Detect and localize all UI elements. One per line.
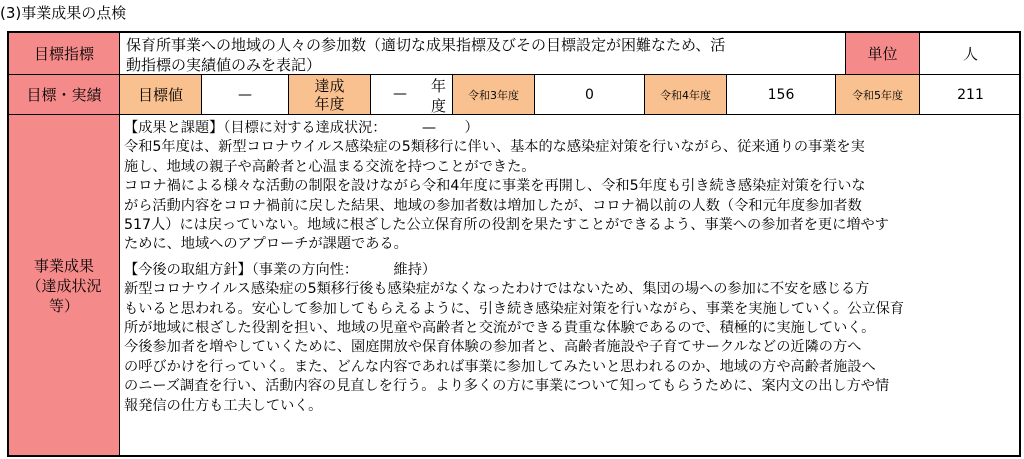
policy-line-3: 所が地域に根ざした役割を担い、地域の児童や高齢者と交流ができる貴重な体験であるので、積極的に実施していく。 bbox=[124, 320, 876, 337]
unit-value: 人 bbox=[920, 33, 1021, 75]
description-line-1: 保育所事業への地域の人々の参加数（適切な成果指標及びその目標設定が困難なため、活 bbox=[126, 36, 726, 54]
r5-label: 令和5年度 bbox=[836, 75, 920, 115]
results-line-6: ために、地域へのアプローチが課題である。 bbox=[124, 236, 408, 253]
results-line-4: がら活動内容をコロナ禍前に戻した結果、地域の参加者数は増加したが、コロナ禍以前の人数（令和元年度参加者数 bbox=[124, 197, 862, 214]
policy-line-5: の呼びかけを行っていく。また、どんな内容であれば事業に参加してみたいと思われるのか、地域の方や高齢者施設へ bbox=[124, 358, 876, 375]
r5-value: 211 bbox=[920, 75, 1021, 115]
target-indicator-label: 目標指標 bbox=[9, 33, 120, 75]
business-results-label-line-2: （達成状況 bbox=[26, 277, 102, 295]
r4-label: 令和4年度 bbox=[645, 75, 727, 115]
target-actual-label: 目標・実績 bbox=[9, 75, 120, 115]
results-line-5: 517人）には戻っていない。地域に根ざした公立保育所の役割を果たすことができるよう、事業への参加者を更に増やす bbox=[124, 217, 889, 234]
r3-label: 令和3年度 bbox=[453, 75, 535, 115]
year-suffix-top: 年 bbox=[430, 77, 446, 95]
business-results-label-line-1: 事業成果 bbox=[33, 257, 94, 275]
achievement-year-value bbox=[371, 75, 453, 115]
achievement-year-dash: — bbox=[393, 86, 407, 102]
policy-line-7: 報発信の仕方も工夫していく。 bbox=[124, 397, 323, 414]
business-results-label bbox=[9, 115, 120, 457]
achievement-year-label bbox=[289, 75, 371, 115]
r3-value: 0 bbox=[535, 75, 645, 115]
target-value-label: 目標値 bbox=[120, 75, 202, 115]
unit-label: 単位 bbox=[846, 33, 920, 75]
target-indicator-description bbox=[120, 33, 846, 75]
policy-line-6: のニーズ調査を行い、活動内容の見直しを行う。より多くの方に事業について知ってもらうために、案内文の出し方や情 bbox=[124, 378, 890, 395]
description-line-2: 動指標の実績値のみを表記） bbox=[126, 56, 322, 74]
policy-line-1: 新型コロナウイルス感染症の5類移行後も感染症がなくなったわけではないため、集団の場への参加に不安を感じる方 bbox=[124, 281, 870, 298]
results-line-3: コロナ禍による様々な活動の制限を設けながら令和4年度に事業を再開し、令和5年度も引き続き感染症対策を行いな bbox=[124, 178, 866, 195]
results-line-1: 令和5年度は、新型コロナウイルス感染症の5類移行に伴い、基本的な感染症対策を行いながら、従来通りの事業を実 bbox=[124, 139, 865, 156]
year-suffix-bottom: 度 bbox=[430, 97, 446, 115]
achievement-year-label-line-2: 年度 bbox=[314, 94, 345, 113]
business-results-content bbox=[120, 115, 1021, 457]
achievement-year-label-line-1: 達成 bbox=[314, 76, 345, 95]
r4-value: 156 bbox=[727, 75, 836, 115]
policy-heading: 【今後の取組方針】（事業の方向性： 維持） bbox=[124, 261, 437, 278]
policy-line-4: 今後参加者を増やしていくために、園庭開放や保育体験の参加者と、高齢者施設や子育てサークルなどの近隣の方へ bbox=[124, 339, 862, 356]
results-heading: 【成果と課題】（目標に対する達成状況： — ） bbox=[124, 120, 479, 136]
policy-line-2: もいると思われる。安心して参加してもらえるように、引き続き感染症対策を行いながら、事業を実施していく。公立保育 bbox=[124, 300, 905, 317]
section-title: (3)事業成果の点検 bbox=[0, 4, 127, 22]
results-table bbox=[7, 31, 1021, 457]
target-value: — bbox=[202, 75, 289, 115]
business-results-label-line-3: 等） bbox=[48, 297, 79, 315]
results-line-2: 施し、地域の親子や高齢者と心温まる交流を持つことができた。 bbox=[124, 158, 536, 175]
